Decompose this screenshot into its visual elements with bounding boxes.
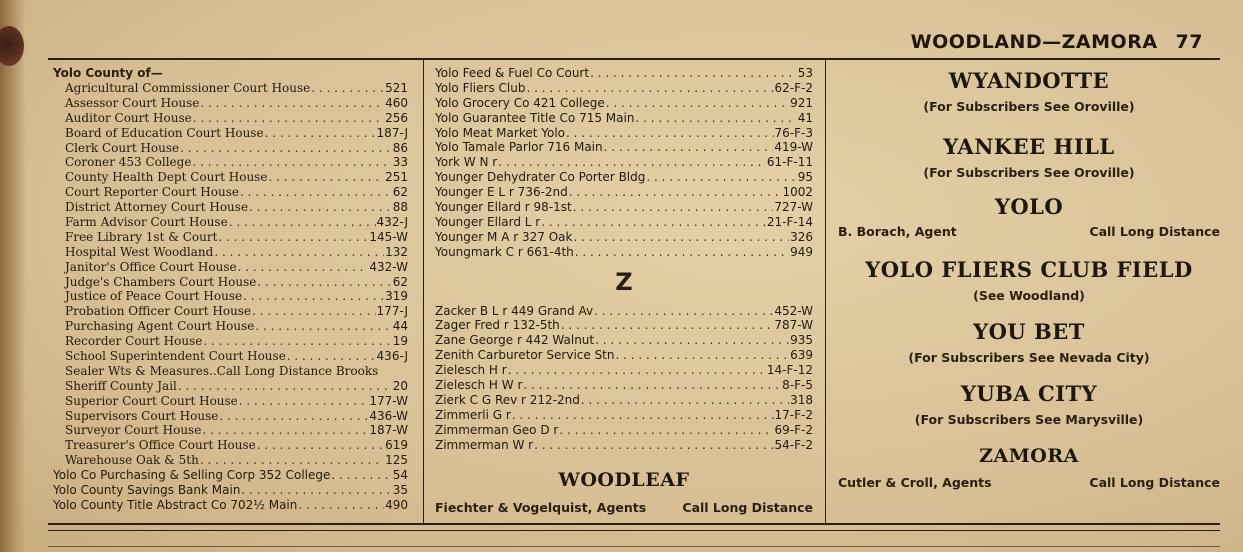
listing-entry: [53, 170, 408, 185]
leader-dots: [257, 438, 384, 453]
listing-number: 419-W: [774, 140, 813, 155]
listing-number: 8-F-5: [782, 378, 813, 393]
listing-name: Judge's Chambers Court House: [65, 274, 257, 289]
listing-number: 14-F-12: [766, 363, 813, 378]
listing-name: County Health Dept Court House: [65, 170, 268, 185]
woodleaf-title: WOODLEAF: [558, 469, 690, 492]
listing-number: 54: [392, 468, 408, 483]
listing-entry: [435, 155, 813, 170]
column-yolo-z: [435, 66, 813, 515]
listing-name: Yolo Co Purchasing & Selling Corp 352 College: [53, 468, 331, 483]
listing-number: 177-W: [369, 393, 408, 408]
listing-number: 95: [797, 170, 813, 185]
listing-name: Younger Ellard L r: [435, 214, 541, 229]
leader-dots: [566, 126, 774, 141]
leader-dots: [229, 215, 376, 230]
leader-dots: [573, 200, 774, 215]
section-letter-z: Z: [615, 267, 633, 296]
column-divider-1: [423, 58, 424, 524]
listing-name: Yolo Grocery Co 421 College: [435, 95, 605, 110]
listing-name: Zacker B L r 449 Grand Av: [435, 303, 594, 318]
listing-entry: [53, 215, 408, 230]
page-header-title: WOODLAND—ZAMORA: [910, 31, 1158, 53]
leader-dots: [200, 96, 384, 111]
yolo-county-heading: Yolo County of—: [53, 66, 163, 80]
woodleaf-agent: Fiechter & Vogelquist, Agents: [435, 500, 647, 516]
bottom-rule-thin: [48, 530, 1220, 531]
listing-number: 921: [790, 95, 813, 110]
listing-number: 727-W: [774, 200, 813, 215]
listing-name: Sealer Wts & Measures..Call Long Distance Brooks: [65, 363, 379, 378]
listing-name: Yolo Tamale Parlor 716 Main: [435, 140, 603, 155]
listing-entry: [435, 126, 813, 141]
zamora-agent-row: [838, 475, 1220, 490]
listing-number: 88: [392, 200, 408, 215]
listing-name: Purchasing Agent Court House: [65, 319, 255, 334]
wyandotte-title: WYANDOTTE: [948, 68, 1110, 93]
yankee-hill-sub: (For Subscribers See Oroville): [923, 165, 1135, 180]
listing-number: 187-W: [369, 423, 408, 438]
listing-number: 125: [385, 453, 408, 468]
listing-number: 436-W: [369, 408, 408, 423]
listing-name: Zager Fred r 132-5th: [435, 318, 560, 333]
listing-name: Zimmerman Geo D r: [435, 422, 559, 437]
listing-number: 41: [797, 110, 813, 125]
listing-name: Janitor's Office Court House: [65, 259, 237, 274]
listing-entry: [53, 155, 408, 170]
listing-name: Agricultural Commissioner Court House: [65, 81, 311, 95]
leader-dots: [202, 423, 368, 438]
yuba-city-title: YUBA CITY: [960, 381, 1098, 406]
listing-name: Clerk Court House: [65, 140, 180, 155]
listing-entry: [435, 140, 813, 155]
leader-dots: [559, 423, 773, 438]
leader-dots: [255, 319, 391, 334]
leader-dots: [200, 453, 384, 468]
listing-entry: [53, 141, 408, 156]
listing-number: 69-F-2: [774, 422, 813, 437]
listing-number: 132: [385, 244, 408, 259]
listing-entry: [435, 333, 813, 348]
listing-name: Zimmerli G r: [435, 407, 511, 422]
column-divider-2: [825, 58, 826, 524]
listing-entry: [53, 334, 408, 349]
listing-name: Zielesch H W r: [435, 378, 523, 393]
listing-entry: [53, 379, 408, 394]
page-binding: [0, 0, 26, 552]
leader-dots: [243, 289, 384, 304]
listing-entry: [53, 319, 408, 334]
listing-entry: [435, 393, 813, 408]
listing-entry: [435, 245, 813, 260]
listing-number: 432-J: [376, 215, 408, 230]
page-number: 77: [1175, 31, 1203, 53]
listing-entry: [435, 215, 813, 230]
leader-dots: [581, 393, 789, 408]
leader-dots: [241, 483, 391, 498]
listing-number: 61-F-11: [766, 155, 813, 170]
listing-name: Board of Education Court House: [65, 125, 264, 140]
leader-dots: [192, 155, 391, 170]
woodleaf-note: Call Long Distance: [682, 500, 813, 516]
listing-number: 436-J: [376, 349, 408, 364]
listing-entry: [435, 423, 813, 438]
listing-entry: [53, 483, 408, 498]
yolo-fliers-title: YOLO FLIERS CLUB FIELD: [865, 257, 1193, 282]
listing-name: Farm Advisor Court House: [65, 215, 228, 230]
listing-name: York W N r: [435, 155, 498, 170]
leader-dots: [498, 155, 766, 170]
listing-number: 33: [392, 155, 408, 170]
listing-number: 17-F-2: [774, 407, 813, 422]
listing-name: Zierk C G Rev r 212-2nd: [435, 392, 580, 407]
listing-entry: [53, 111, 408, 126]
listing-number: 86: [392, 140, 408, 155]
listing-entry: [53, 468, 408, 483]
you-bet-sub: (For Subscribers See Nevada City): [908, 350, 1150, 365]
listing-name: Court Reporter Court House: [65, 185, 239, 200]
leader-dots: [178, 379, 392, 394]
listing-number: 1002: [782, 185, 813, 200]
listing-number: 318: [790, 392, 813, 407]
listing-number: 432-W: [369, 259, 408, 274]
leader-dots: [541, 215, 766, 230]
page-header: [911, 31, 1203, 53]
listing-name: Surveyor Court House: [65, 423, 202, 438]
listing-name: Coroner 453 College: [65, 155, 192, 170]
leader-dots: [252, 304, 375, 319]
listing-name: Free Library 1st & Court: [65, 229, 218, 244]
listing-number: 35: [392, 483, 408, 498]
yolo-fliers-sub: (See Woodland): [973, 288, 1085, 303]
yankee-hill-title: YANKEE HILL: [943, 134, 1115, 159]
listing-entry: [53, 394, 408, 409]
listing-entry: [53, 409, 408, 424]
listing-name: Yolo Meat Market Yolo: [435, 125, 565, 140]
listing-entry: [53, 245, 408, 260]
listing-entry: [53, 304, 408, 319]
listing-entry: [435, 363, 813, 378]
listing-entry: [53, 275, 408, 290]
leader-dots: [590, 66, 797, 81]
leader-dots: [331, 468, 391, 483]
leader-dots: [238, 260, 369, 275]
woodleaf-agent-row: [435, 500, 813, 515]
listing-name: Probation Officer Court House: [65, 304, 252, 319]
leader-dots: [594, 304, 773, 319]
listing-number: 639: [790, 348, 813, 363]
leader-dots: [512, 408, 774, 423]
yolo-note: Call Long Distance: [1089, 224, 1220, 239]
listing-number: 935: [790, 333, 813, 348]
leader-dots: [193, 111, 384, 126]
leader-dots: [604, 140, 774, 155]
listing-entry: [435, 408, 813, 423]
listing-entry: [53, 438, 408, 453]
leader-dots: [526, 81, 773, 96]
listing-name: Younger M A r 327 Oak: [435, 229, 573, 244]
listing-number: 319: [385, 289, 408, 304]
listing-name: Hospital West Woodland: [65, 244, 214, 259]
leader-dots: [311, 81, 384, 96]
listing-entry: [435, 318, 813, 333]
listing-entry: [53, 453, 408, 468]
listing-number: 53: [797, 66, 813, 80]
listing-entry: [435, 348, 813, 363]
listing-name: Auditor Court House: [65, 110, 192, 125]
listing-number: 20: [392, 378, 408, 393]
listing-name: Zenith Carburetor Service Stn: [435, 348, 615, 363]
listing-name: Zane George r 442 Walnut: [435, 333, 595, 348]
listing-number: 326: [790, 229, 813, 244]
listing-number: 145-W: [369, 229, 408, 244]
listing-name: Youngmark C r 661-4th: [435, 244, 574, 259]
column-towns: [838, 66, 1220, 490]
listing-name: Younger Dehydrater Co Porter Bldg: [435, 170, 646, 185]
listing-name: Sheriff County Jail: [65, 378, 177, 393]
leader-dots: [508, 363, 766, 378]
leader-dots: [265, 126, 376, 141]
listing-number: 44: [392, 319, 408, 334]
leader-dots: [635, 111, 796, 126]
listing-entry: [435, 230, 813, 245]
listing-name: District Attorney Court House: [65, 200, 249, 215]
listing-entry: [435, 304, 813, 319]
leader-dots: [534, 438, 773, 453]
listing-entry: [53, 349, 408, 364]
listing-entry: [435, 111, 813, 126]
leader-dots: [646, 170, 796, 185]
yolo-younger-entries: [435, 66, 813, 260]
listing-name: Warehouse Oak & 5th: [65, 453, 199, 468]
listing-entry: [435, 81, 813, 96]
listing-entry: [53, 200, 408, 215]
leader-dots: [569, 185, 782, 200]
listing-name: Superior Court Court House: [65, 393, 238, 408]
yolo-agent-row: [838, 224, 1220, 239]
listing-entry: [53, 498, 408, 513]
leader-dots: [180, 141, 392, 156]
listing-entry: [53, 364, 408, 379]
column-yolo-county: [53, 66, 408, 513]
listing-name: Yolo Fliers Club: [435, 80, 526, 95]
listing-entry: [435, 438, 813, 453]
listing-entry: [435, 185, 813, 200]
zamora-title: ZAMORA: [979, 445, 1079, 467]
listing-entry: [53, 289, 408, 304]
listing-entry: [53, 230, 408, 245]
yolo-county-entries: [53, 81, 408, 468]
leader-dots: [595, 333, 789, 348]
yolo-trailing-entries: [53, 468, 408, 513]
z-entries: [435, 304, 813, 453]
listing-name: Yolo Feed & Fuel Co Court: [435, 66, 590, 80]
listing-number: 460: [385, 95, 408, 110]
listing-number: 187-J: [376, 125, 408, 140]
listing-name: Recorder Court House: [65, 334, 203, 349]
listing-entry: [53, 96, 408, 111]
yuba-city-sub: (For Subscribers See Marysville): [914, 412, 1144, 427]
wyandotte-sub: (For Subscribers See Oroville): [923, 99, 1135, 114]
listing-name: Supervisors Court House: [65, 408, 219, 423]
yolo-title: YOLO: [994, 194, 1064, 219]
leader-dots: [219, 409, 368, 424]
listing-number: 62-F-2: [774, 80, 813, 95]
leader-dots: [561, 318, 774, 333]
listing-entry: [53, 81, 408, 96]
listing-name: Yolo County Title Abstract Co 702½ Main: [53, 497, 298, 512]
listing-number: 54-F-2: [774, 437, 813, 452]
listing-entry: [435, 66, 813, 81]
listing-name: Yolo County Savings Bank Main: [53, 483, 241, 498]
listing-number: 787-W: [774, 318, 813, 333]
leader-dots: [249, 200, 392, 215]
leader-dots: [523, 378, 781, 393]
listing-number: 251: [385, 170, 408, 185]
listing-number: 619: [385, 438, 408, 453]
leader-dots: [606, 96, 789, 111]
listing-entry: [53, 126, 408, 141]
leader-dots: [573, 230, 789, 245]
listing-name: Zimmerman W r: [435, 437, 534, 452]
listing-name: Justice of Peace Court House: [65, 289, 243, 304]
listing-entry: [53, 260, 408, 275]
listing-number: 21-F-14: [766, 214, 813, 229]
listing-name: Assessor Court House: [65, 95, 200, 110]
leader-dots: [239, 394, 369, 409]
leader-dots: [616, 348, 790, 363]
listing-entry: [435, 96, 813, 111]
listing-number: 62: [392, 185, 408, 200]
leader-dots: [287, 349, 376, 364]
bottom-rule-lower: [48, 546, 1220, 547]
leader-dots: [257, 275, 391, 290]
listing-name: Yolo Guarantee Title Co 715 Main: [435, 110, 635, 125]
listing-number: 490: [385, 497, 408, 512]
listing-name: Zielesch H r: [435, 363, 507, 378]
leader-dots: [240, 185, 392, 200]
listing-entry: [435, 200, 813, 215]
leader-dots: [218, 230, 368, 245]
leader-dots: [575, 245, 789, 260]
you-bet-title: YOU BET: [973, 319, 1085, 344]
listing-entry: [53, 423, 408, 438]
listing-entry: [435, 378, 813, 393]
listing-number: 256: [385, 110, 408, 125]
listing-number: 62: [392, 274, 408, 289]
listing-name: Younger E L r 736-2nd: [435, 185, 568, 200]
yolo-agent: B. Borach, Agent: [838, 224, 957, 239]
top-rule: [48, 58, 1220, 60]
leader-dots: [214, 245, 384, 260]
listing-name: School Superintendent Court House: [65, 349, 286, 364]
leader-dots: [203, 334, 391, 349]
listing-name: Treasurer's Office Court House: [65, 438, 256, 453]
listing-entry: [435, 170, 813, 185]
leader-dots: [268, 170, 384, 185]
bottom-rule: [48, 523, 1220, 525]
leader-dots: [298, 498, 384, 513]
listing-name: Younger Ellard r 98-1st: [435, 200, 572, 215]
listing-number: 19: [392, 334, 408, 349]
listing-number: 521: [385, 81, 408, 95]
listing-number: 76-F-3: [774, 125, 813, 140]
zamora-agent: Cutler & Croll, Agents: [838, 475, 992, 490]
listing-number: 949: [790, 244, 813, 259]
listing-number: 177-J: [376, 304, 408, 319]
listing-number: 452-W: [774, 303, 813, 318]
zamora-note: Call Long Distance: [1089, 475, 1220, 490]
listing-entry: [53, 185, 408, 200]
